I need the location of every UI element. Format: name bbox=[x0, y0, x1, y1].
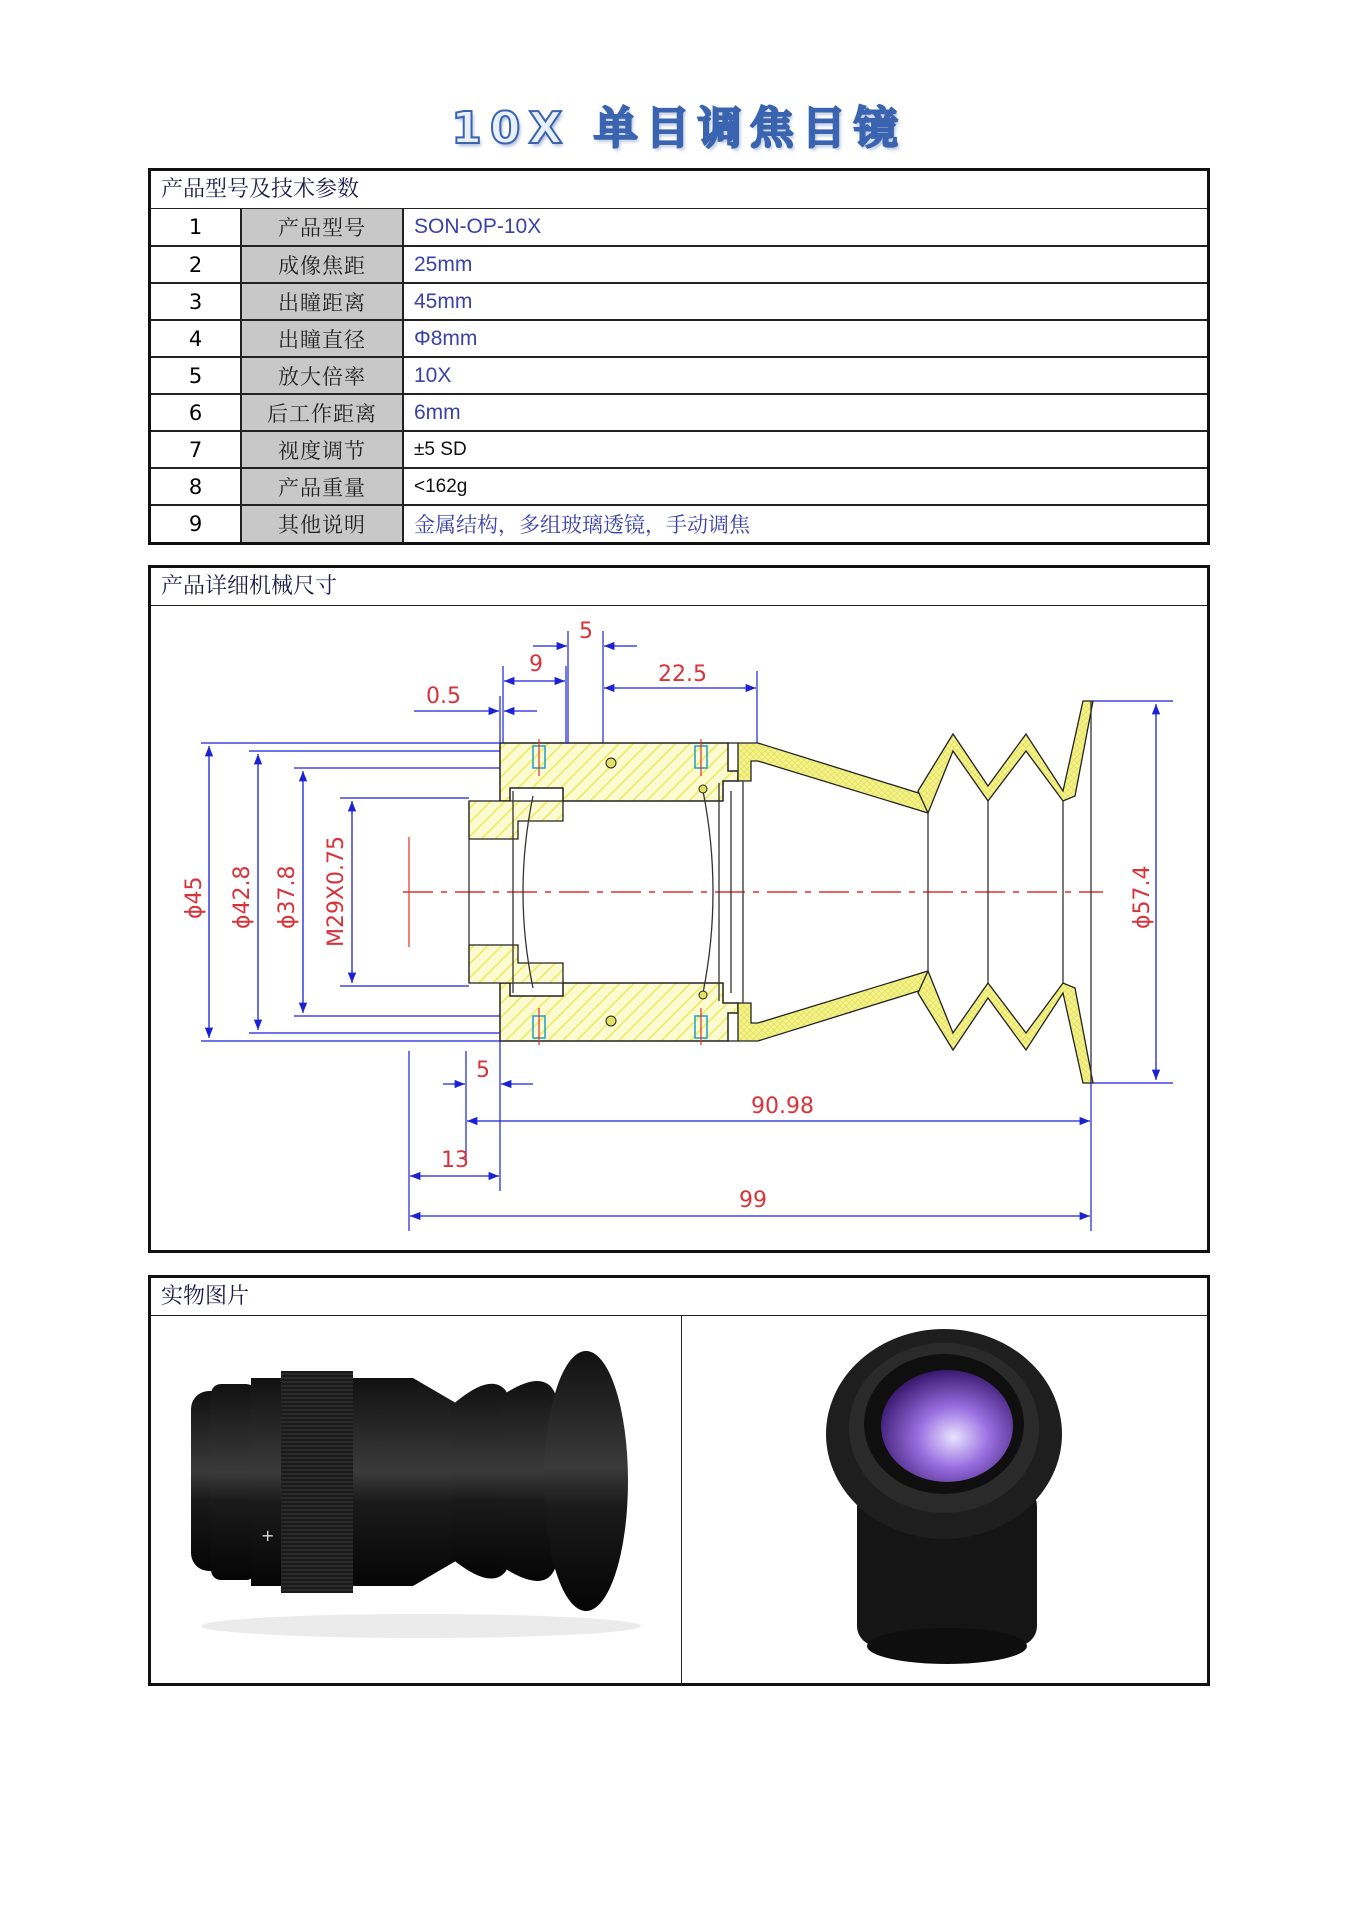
spec-row bbox=[151, 209, 1207, 246]
dim-dia-37-8: ϕ37.8 bbox=[275, 865, 300, 929]
spec-row-label: 放大倍率 bbox=[241, 357, 403, 394]
spec-row-number: 3 bbox=[151, 283, 241, 320]
dim-5-bottom: 5 bbox=[476, 1058, 490, 1083]
spec-row-number: 4 bbox=[151, 320, 241, 357]
spec-row-label: 出瞳直径 bbox=[241, 320, 403, 357]
drawing-section-heading: 产品详细机械尺寸 bbox=[151, 568, 1207, 606]
spec-row-value: 10X bbox=[403, 357, 1207, 394]
spec-row-number: 7 bbox=[151, 431, 241, 468]
dim-13: 13 bbox=[441, 1148, 469, 1173]
spec-row-label: 成像焦距 bbox=[241, 246, 403, 283]
cross-section-diagram bbox=[151, 606, 1207, 1251]
dim-0-5: 0.5 bbox=[426, 684, 461, 709]
eyepiece-side-image bbox=[151, 1316, 681, 1686]
svg-text:+: + bbox=[261, 1526, 275, 1545]
spec-row-number: 1 bbox=[151, 209, 241, 246]
spec-section-heading: 产品型号及技术参数 bbox=[151, 171, 1207, 209]
spec-row-value: 金属结构，多组玻璃透镜，手动调焦 bbox=[403, 505, 1207, 542]
spec-row-value: 25mm bbox=[403, 246, 1207, 283]
photo-section bbox=[148, 1275, 1210, 1686]
spec-table bbox=[151, 209, 1207, 542]
eyepiece-front-image bbox=[682, 1316, 1212, 1686]
dim-dia-42-8: ϕ42.8 bbox=[230, 865, 255, 929]
dim-5-top: 5 bbox=[579, 619, 593, 644]
spec-row bbox=[151, 246, 1207, 283]
spec-row bbox=[151, 320, 1207, 357]
spec-row-label: 其他说明 bbox=[241, 505, 403, 542]
spec-row-number: 8 bbox=[151, 468, 241, 505]
spec-row-label: 后工作距离 bbox=[241, 394, 403, 431]
dim-thread: M29X0.75 bbox=[324, 835, 349, 947]
spec-row-value: SON-OP-10X bbox=[414, 215, 542, 238]
drawing-section bbox=[148, 565, 1210, 1253]
mechanical-drawing bbox=[151, 606, 1207, 1251]
photo-section-heading: 实物图片 bbox=[151, 1278, 1207, 1316]
dim-99: 99 bbox=[739, 1188, 767, 1213]
photo-front-view bbox=[681, 1316, 1212, 1686]
spec-section bbox=[148, 168, 1210, 545]
spec-row-value: 45mm bbox=[403, 283, 1207, 320]
dim-22-5: 22.5 bbox=[658, 662, 707, 687]
spec-row-number: 5 bbox=[151, 357, 241, 394]
spec-row bbox=[151, 431, 1207, 468]
spec-row-label: 视度调节 bbox=[241, 431, 403, 468]
photo-side-view bbox=[151, 1316, 681, 1686]
spec-row-label: 出瞳距离 bbox=[241, 283, 403, 320]
dim-90-98: 90.98 bbox=[751, 1094, 814, 1119]
spec-row bbox=[151, 283, 1207, 320]
spec-row bbox=[151, 505, 1207, 542]
spec-row-value: 6mm bbox=[403, 394, 1207, 431]
spec-row-value: ±5 SD bbox=[403, 431, 1207, 468]
page-title: 10X 单目调焦目镜 bbox=[451, 103, 906, 154]
spec-row-label: 产品重量 bbox=[241, 468, 403, 505]
spec-row-value: <162g bbox=[403, 468, 1207, 505]
spec-row-number: 9 bbox=[151, 505, 241, 542]
dim-dia-57-4: ϕ57.4 bbox=[1130, 865, 1155, 929]
spec-row-number: 2 bbox=[151, 246, 241, 283]
spec-row bbox=[151, 394, 1207, 431]
dim-dia-45: ϕ45 bbox=[182, 876, 207, 919]
spec-row bbox=[151, 357, 1207, 394]
spec-row bbox=[151, 468, 1207, 505]
spec-row-label: 产品型号 bbox=[241, 209, 403, 246]
spec-row-value: Φ8mm bbox=[403, 320, 1207, 357]
dim-9: 9 bbox=[529, 652, 543, 677]
spec-row-number: 6 bbox=[151, 394, 241, 431]
